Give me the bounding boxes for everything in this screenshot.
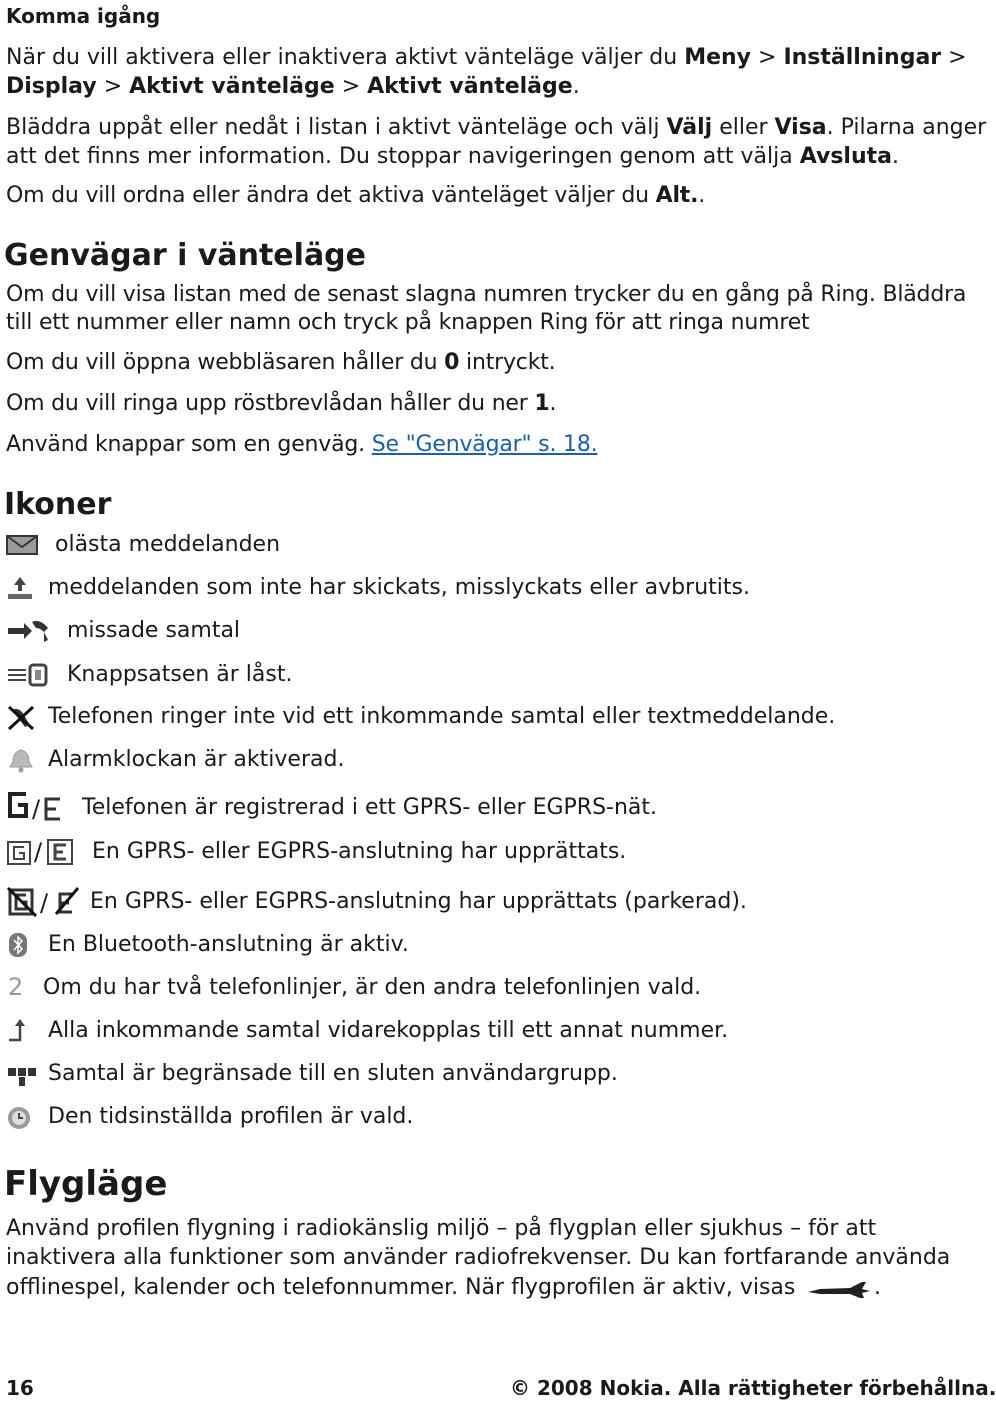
icon-desc-bluetooth: En Bluetooth-anslutning är aktiv.	[48, 932, 409, 957]
intro-text: . Pilarna anger	[826, 115, 987, 140]
display-term: Display	[6, 74, 97, 99]
icon-desc-keypad: Knappsatsen är låst.	[67, 662, 293, 687]
key-one: 1	[534, 391, 550, 416]
menu-term: Meny	[684, 45, 752, 70]
period: .	[549, 391, 557, 416]
period: .	[572, 74, 580, 99]
intro-text: att det finns mer information. Du stoppar navigeringen genom att välja	[6, 144, 800, 169]
settings-term: Inställningar	[783, 45, 942, 70]
gprs-connected-icon	[6, 840, 32, 866]
gprs-icon	[6, 790, 30, 820]
icon-desc-line-two: Om du har två telefonlinjer, är den andra telefonlinjen vald.	[43, 975, 702, 1000]
separator: >	[941, 45, 967, 70]
shortcuts-text: Använd knappar som en genväg.	[6, 432, 372, 457]
egprs-icon	[42, 796, 64, 822]
active-standby-term: Aktivt vänteläge	[367, 74, 573, 99]
line-two-icon: 2	[8, 973, 24, 1001]
envelope-icon	[6, 533, 38, 557]
icon-desc-gprs: Telefonen är registrerad i ett GPRS- eller EGPRS-nät.	[82, 795, 658, 820]
icon-desc-divert: Alla inkommande samtal vidarekopplas till ett annat nummer.	[48, 1018, 729, 1043]
icon-desc-unread: olästa meddelanden	[55, 532, 281, 557]
icon-desc-gprs-suspended: En GPRS- eller EGPRS-anslutning har upprättats (parkerad).	[90, 889, 747, 914]
intro-line-4	[6, 142, 899, 171]
icon-desc-missed: missade samtal	[67, 618, 241, 643]
intro-line-5	[6, 181, 705, 210]
separator: >	[751, 45, 784, 70]
outbox-icon	[6, 575, 34, 601]
select-term: Välj	[666, 115, 713, 140]
copyright: © 2008 Nokia. Alla rättigheter förbehållna.	[510, 1376, 996, 1400]
intro-text: eller	[712, 115, 775, 140]
shortcuts-text: Om du vill ringa upp röstbrevlådan håller du ner	[6, 391, 535, 416]
intro-text: Bläddra uppåt eller nedåt i listan i aktivt vänteläge och välj	[6, 115, 667, 140]
shortcuts-line-3	[6, 348, 555, 377]
flight-line-3	[6, 1273, 795, 1302]
shortcuts-heading: Genvägar i vänteläge	[4, 238, 367, 273]
separator: >	[96, 74, 130, 99]
shortcuts-line-5	[6, 430, 597, 459]
intro-text: När du vill aktivera eller inaktivera aktivt vänteläge väljer du	[6, 45, 685, 70]
icon-desc-gprs-connected: En GPRS- eller EGPRS-anslutning har upprättats.	[92, 839, 627, 864]
flight-text: offlinespel, kalender och telefonnummer. När flygprofilen är aktiv, visas	[6, 1275, 796, 1300]
view-term: Visa	[774, 115, 827, 140]
section-label: Komma igång	[6, 4, 161, 28]
icon-desc-outbox: meddelanden som inte har skickats, misslyckats eller avbrutits.	[48, 575, 750, 600]
timed-profile-icon	[6, 1104, 32, 1132]
bluetooth-icon	[6, 931, 30, 959]
key-zero: 0	[444, 350, 460, 375]
icons-heading: Ikoner	[4, 487, 112, 522]
call-divert-icon	[6, 1018, 34, 1044]
icon-desc-silent: Telefonen ringer inte vid ett inkommande samtal eller textmeddelande.	[48, 704, 836, 729]
icon-desc-timed-profile: Den tidsinställda profilen är vald.	[48, 1104, 414, 1129]
shortcuts-line-4	[6, 389, 556, 418]
flight-heading: Flygläge	[4, 1164, 168, 1204]
flight-line-3-end: .	[874, 1275, 881, 1300]
icon-separator: /	[34, 838, 43, 866]
icon-desc-closed-group: Samtal är begränsade till en sluten användargrupp.	[48, 1061, 618, 1086]
intro-text: Om du vill ordna eller ändra det aktiva vänteläget väljer du	[6, 183, 656, 208]
period: .	[698, 183, 706, 208]
period: .	[891, 144, 899, 169]
flight-line-2: inaktivera alla funktioner som använder radiofrekvenser. Du kan fortfarande använda	[6, 1245, 951, 1270]
alarm-icon	[6, 747, 36, 775]
options-term: Alt.	[655, 183, 699, 208]
icon-separator: /	[40, 889, 49, 917]
icon-separator: /	[32, 795, 41, 823]
keypad-lock-icon	[6, 662, 48, 688]
intro-line-1	[6, 43, 967, 72]
airplane-icon	[806, 1280, 872, 1300]
exit-term: Avsluta	[799, 144, 892, 169]
intro-line-2	[6, 72, 580, 101]
missed-call-icon	[6, 618, 50, 644]
gprs-suspended-icon	[6, 884, 38, 918]
shortcuts-page-link[interactable]: Se "Genvägar" s. 18.	[371, 432, 598, 457]
active-standby-term: Aktivt vänteläge	[129, 74, 335, 99]
icon-desc-alarm: Alarmklockan är aktiverad.	[48, 747, 345, 772]
egprs-suspended-icon	[52, 886, 80, 916]
egprs-connected-icon	[46, 838, 74, 866]
shortcuts-line-1: Om du vill visa listan med de senast slagna numren trycker du en gång på Ring. Bläddra	[6, 282, 967, 307]
intro-line-3	[6, 113, 986, 142]
shortcuts-text: intryckt.	[459, 350, 556, 375]
shortcuts-line-2: till ett nummer eller namn och tryck på knappen Ring för att ringa numret	[6, 310, 810, 335]
flight-line-1: Använd profilen flygning i radiokänslig miljö – på flygplan eller sjukhus – för att	[6, 1216, 877, 1241]
page-number: 16	[6, 1376, 34, 1400]
silent-icon	[6, 704, 36, 732]
closed-group-icon	[6, 1062, 38, 1088]
separator: >	[334, 74, 368, 99]
shortcuts-text: Om du vill öppna webbläsaren håller du	[6, 350, 445, 375]
